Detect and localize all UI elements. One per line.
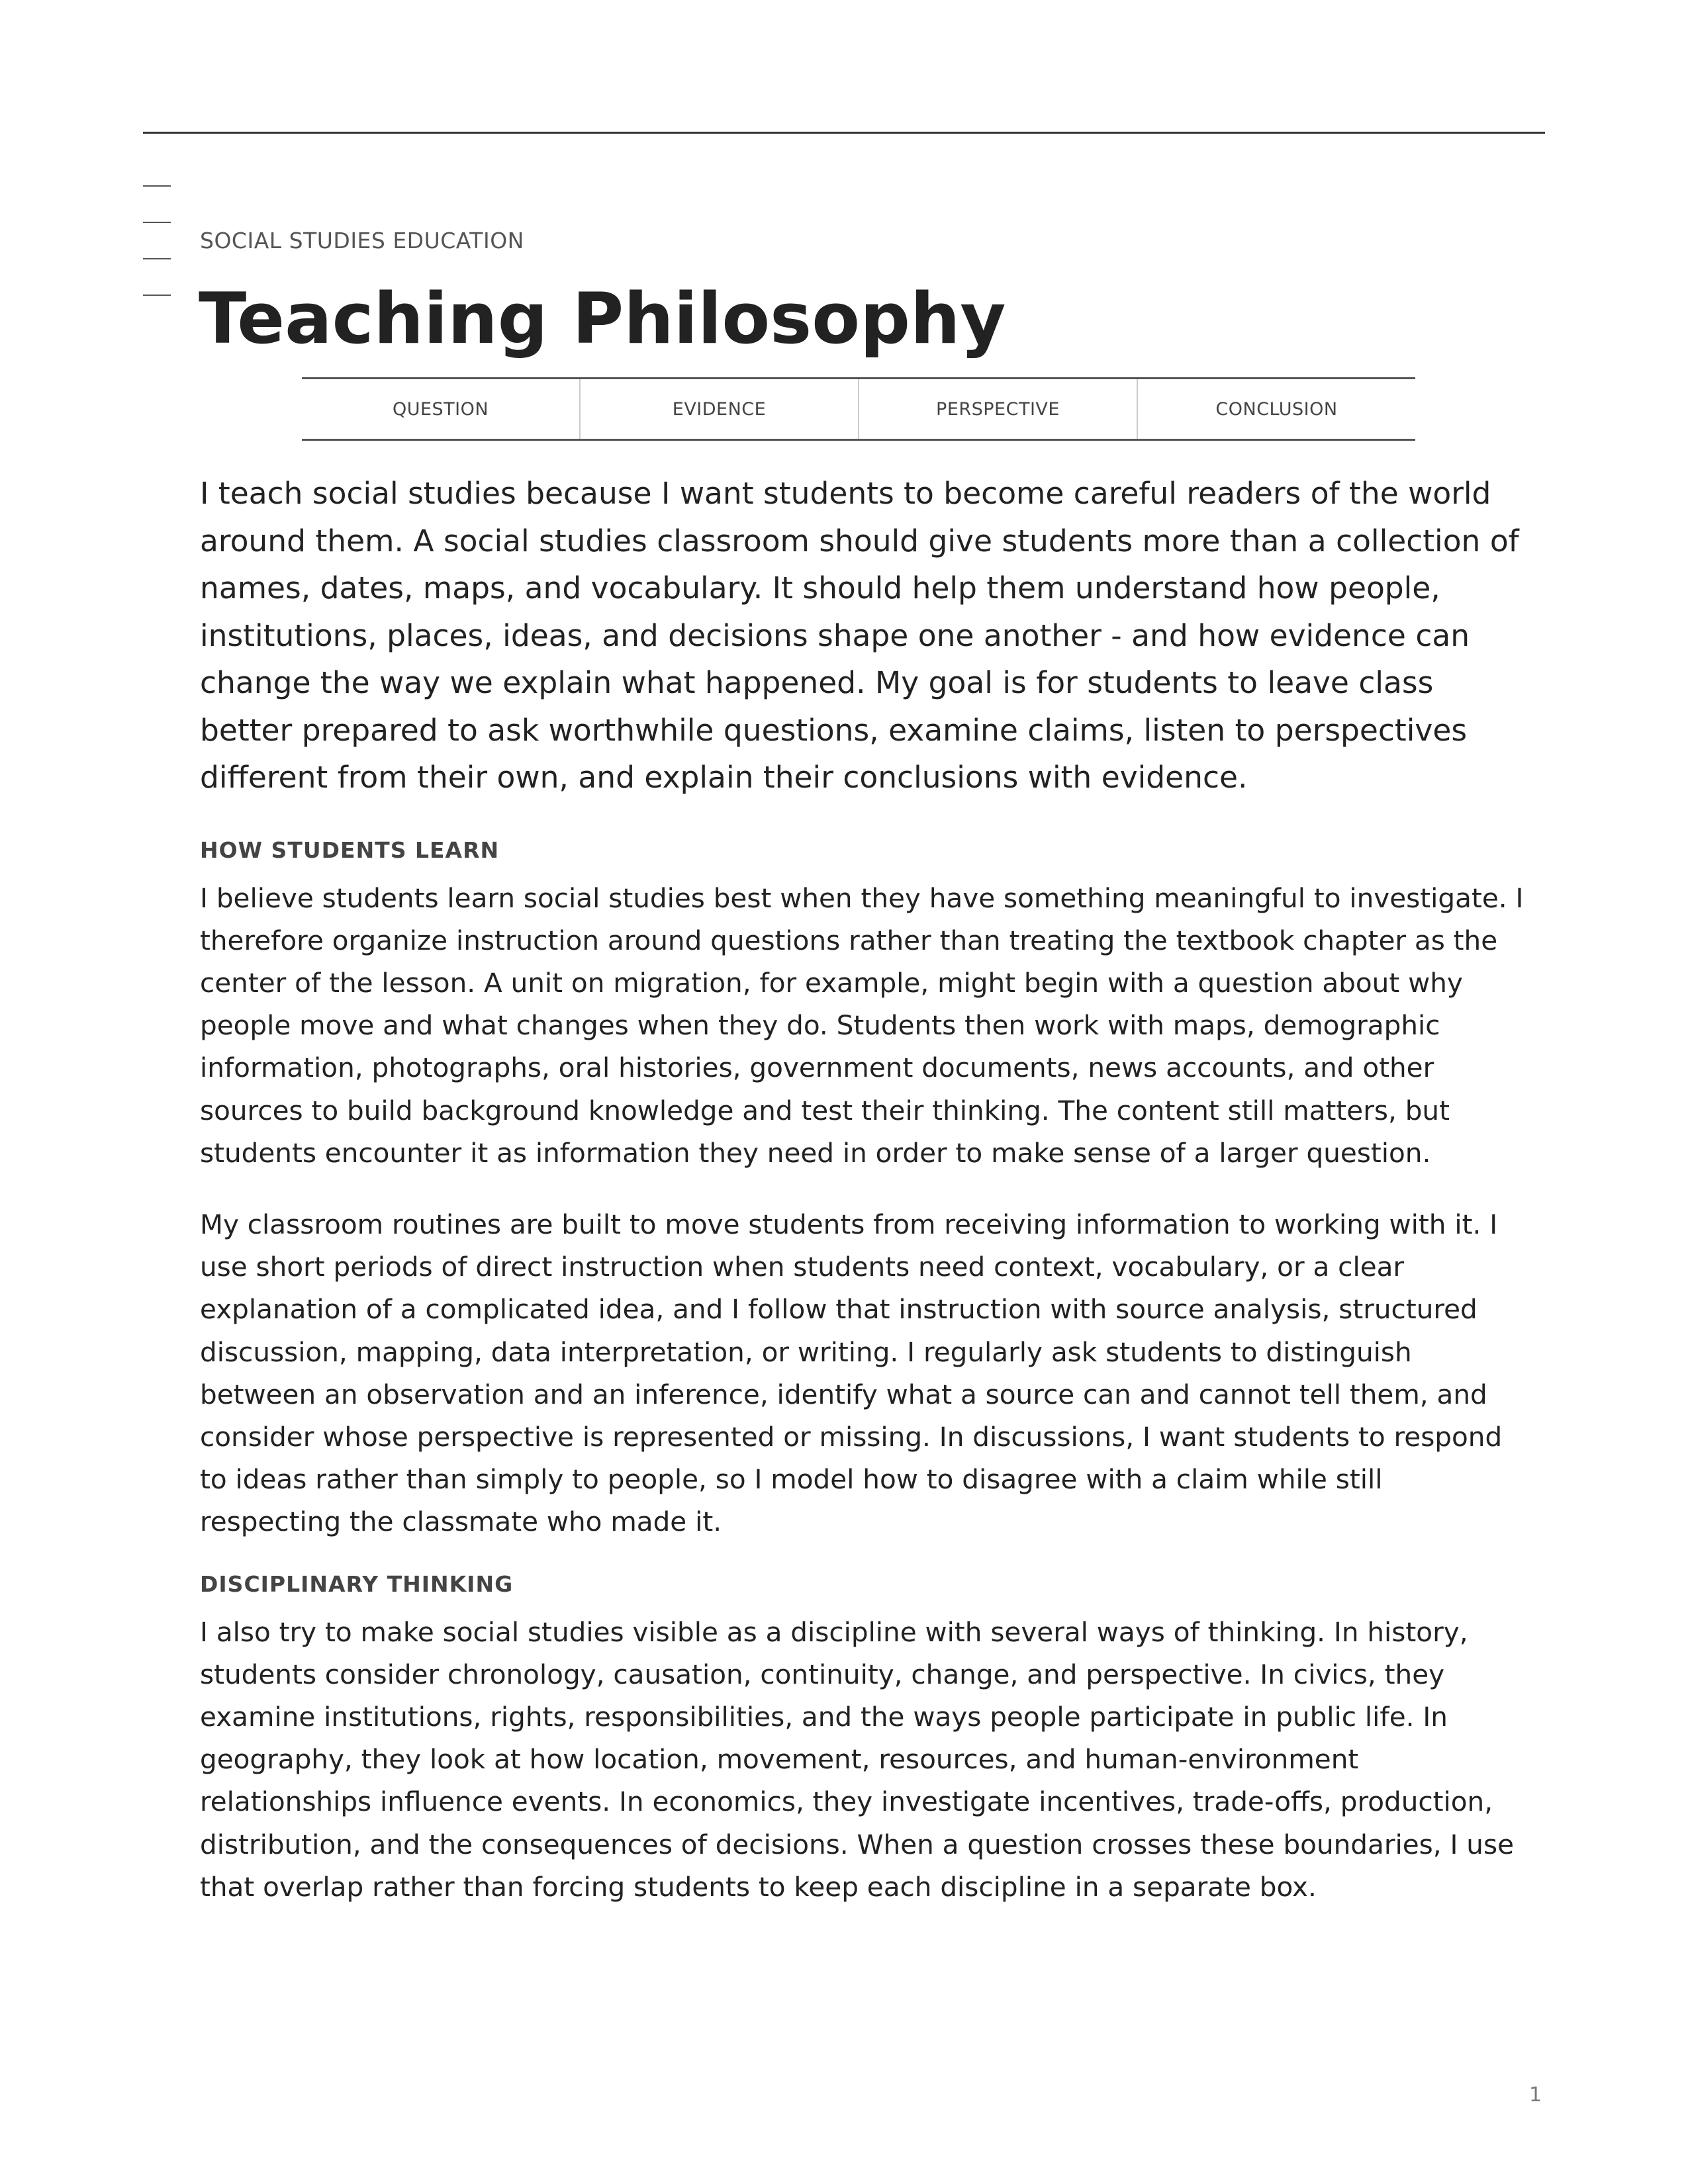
page-title: Teaching Philosophy bbox=[199, 278, 1006, 359]
body-paragraph: I believe students learn social studies best when they have something meaningful to investigate. I therefore organize instruction around questions rather than treating the textbook chapter as the center of the lesson. A unit on migration, for example, might begin with a question about why people move and what changes when they do. Students then work with maps, demographic information, photographs, oral histories, government documents, news accounts, and other sources to build background knowledge and test their thinking. The content still matters, but students encounter it as information they need in order to make sense of a larger question. bbox=[200, 882, 1524, 1169]
tab-conclusion[interactable]: CONCLUSION bbox=[1215, 398, 1338, 420]
tab-question[interactable]: QUESTION bbox=[302, 379, 581, 439]
body-paragraph: I also try to make social studies visible as a discipline with several ways of thinking. In history, students consider chronology, causation, continuity, change, and perspective. In civics, they examine institutions, rights, responsibilities, and the ways people participate in public life. In geography, they look at how location, movement, resources, and human-environment relationships influence events. In economics, they investigate incentives, trade-offs, production, distribution, and the consequences of decisions. When a question crosses these boundaries, I use that overlap rather than forcing students to keep each discipline in a separate box. bbox=[200, 1615, 1514, 1903]
document-body bbox=[200, 470, 1530, 1937]
top-rule bbox=[143, 132, 1545, 134]
document-eyebrow: SOCIAL STUDIES EDUCATION bbox=[200, 228, 524, 253]
section-tabs bbox=[302, 377, 1415, 441]
tab-evidence[interactable]: EVIDENCE bbox=[581, 379, 859, 439]
body-paragraph: My classroom routines are built to move students from receiving information to working with it. I use short periods of direct instruction when students need context, vocabulary, or a clear explanation of a complicated idea, and I follow that instruction with source analysis, structured discussion, mapping, data interpretation, or writing. I regularly ask students to distinguish between an observation and an inference, identify what a source can and cannot tell them, and consider whose perspective is represented or missing. In discussions, I want students to respond to ideas rather than simply to people, so I model how to disagree with a claim while still respecting the classmate who made it. bbox=[200, 1208, 1503, 1538]
page-number: 1 bbox=[1529, 2083, 1542, 2107]
margin-tick bbox=[143, 258, 171, 259]
tab-perspective[interactable]: PERSPECTIVE bbox=[859, 379, 1138, 439]
margin-ticks bbox=[143, 185, 171, 331]
section-heading-disciplinary-thinking: DISCIPLINARY THINKING bbox=[200, 1570, 514, 1597]
section-heading-how-students-learn: HOW STUDENTS LEARN bbox=[200, 837, 500, 863]
lead-paragraph: I teach social studies because I want students to become careful readers of the world around them. A social studies classroom should give students more than a collection of names, dates, maps, and vocabulary. It should help them understand how people, institutions, places, ideas, and decisions shape one another - and how evidence can change the way we explain what happened. My goal is for students to leave class better prepared to ask worthwhile questions, examine claims, listen to perspectives different from their own, and explain their conclusions with evidence. bbox=[200, 476, 1519, 795]
margin-tick bbox=[143, 222, 171, 223]
margin-tick bbox=[143, 185, 171, 187]
margin-tick bbox=[143, 295, 171, 296]
